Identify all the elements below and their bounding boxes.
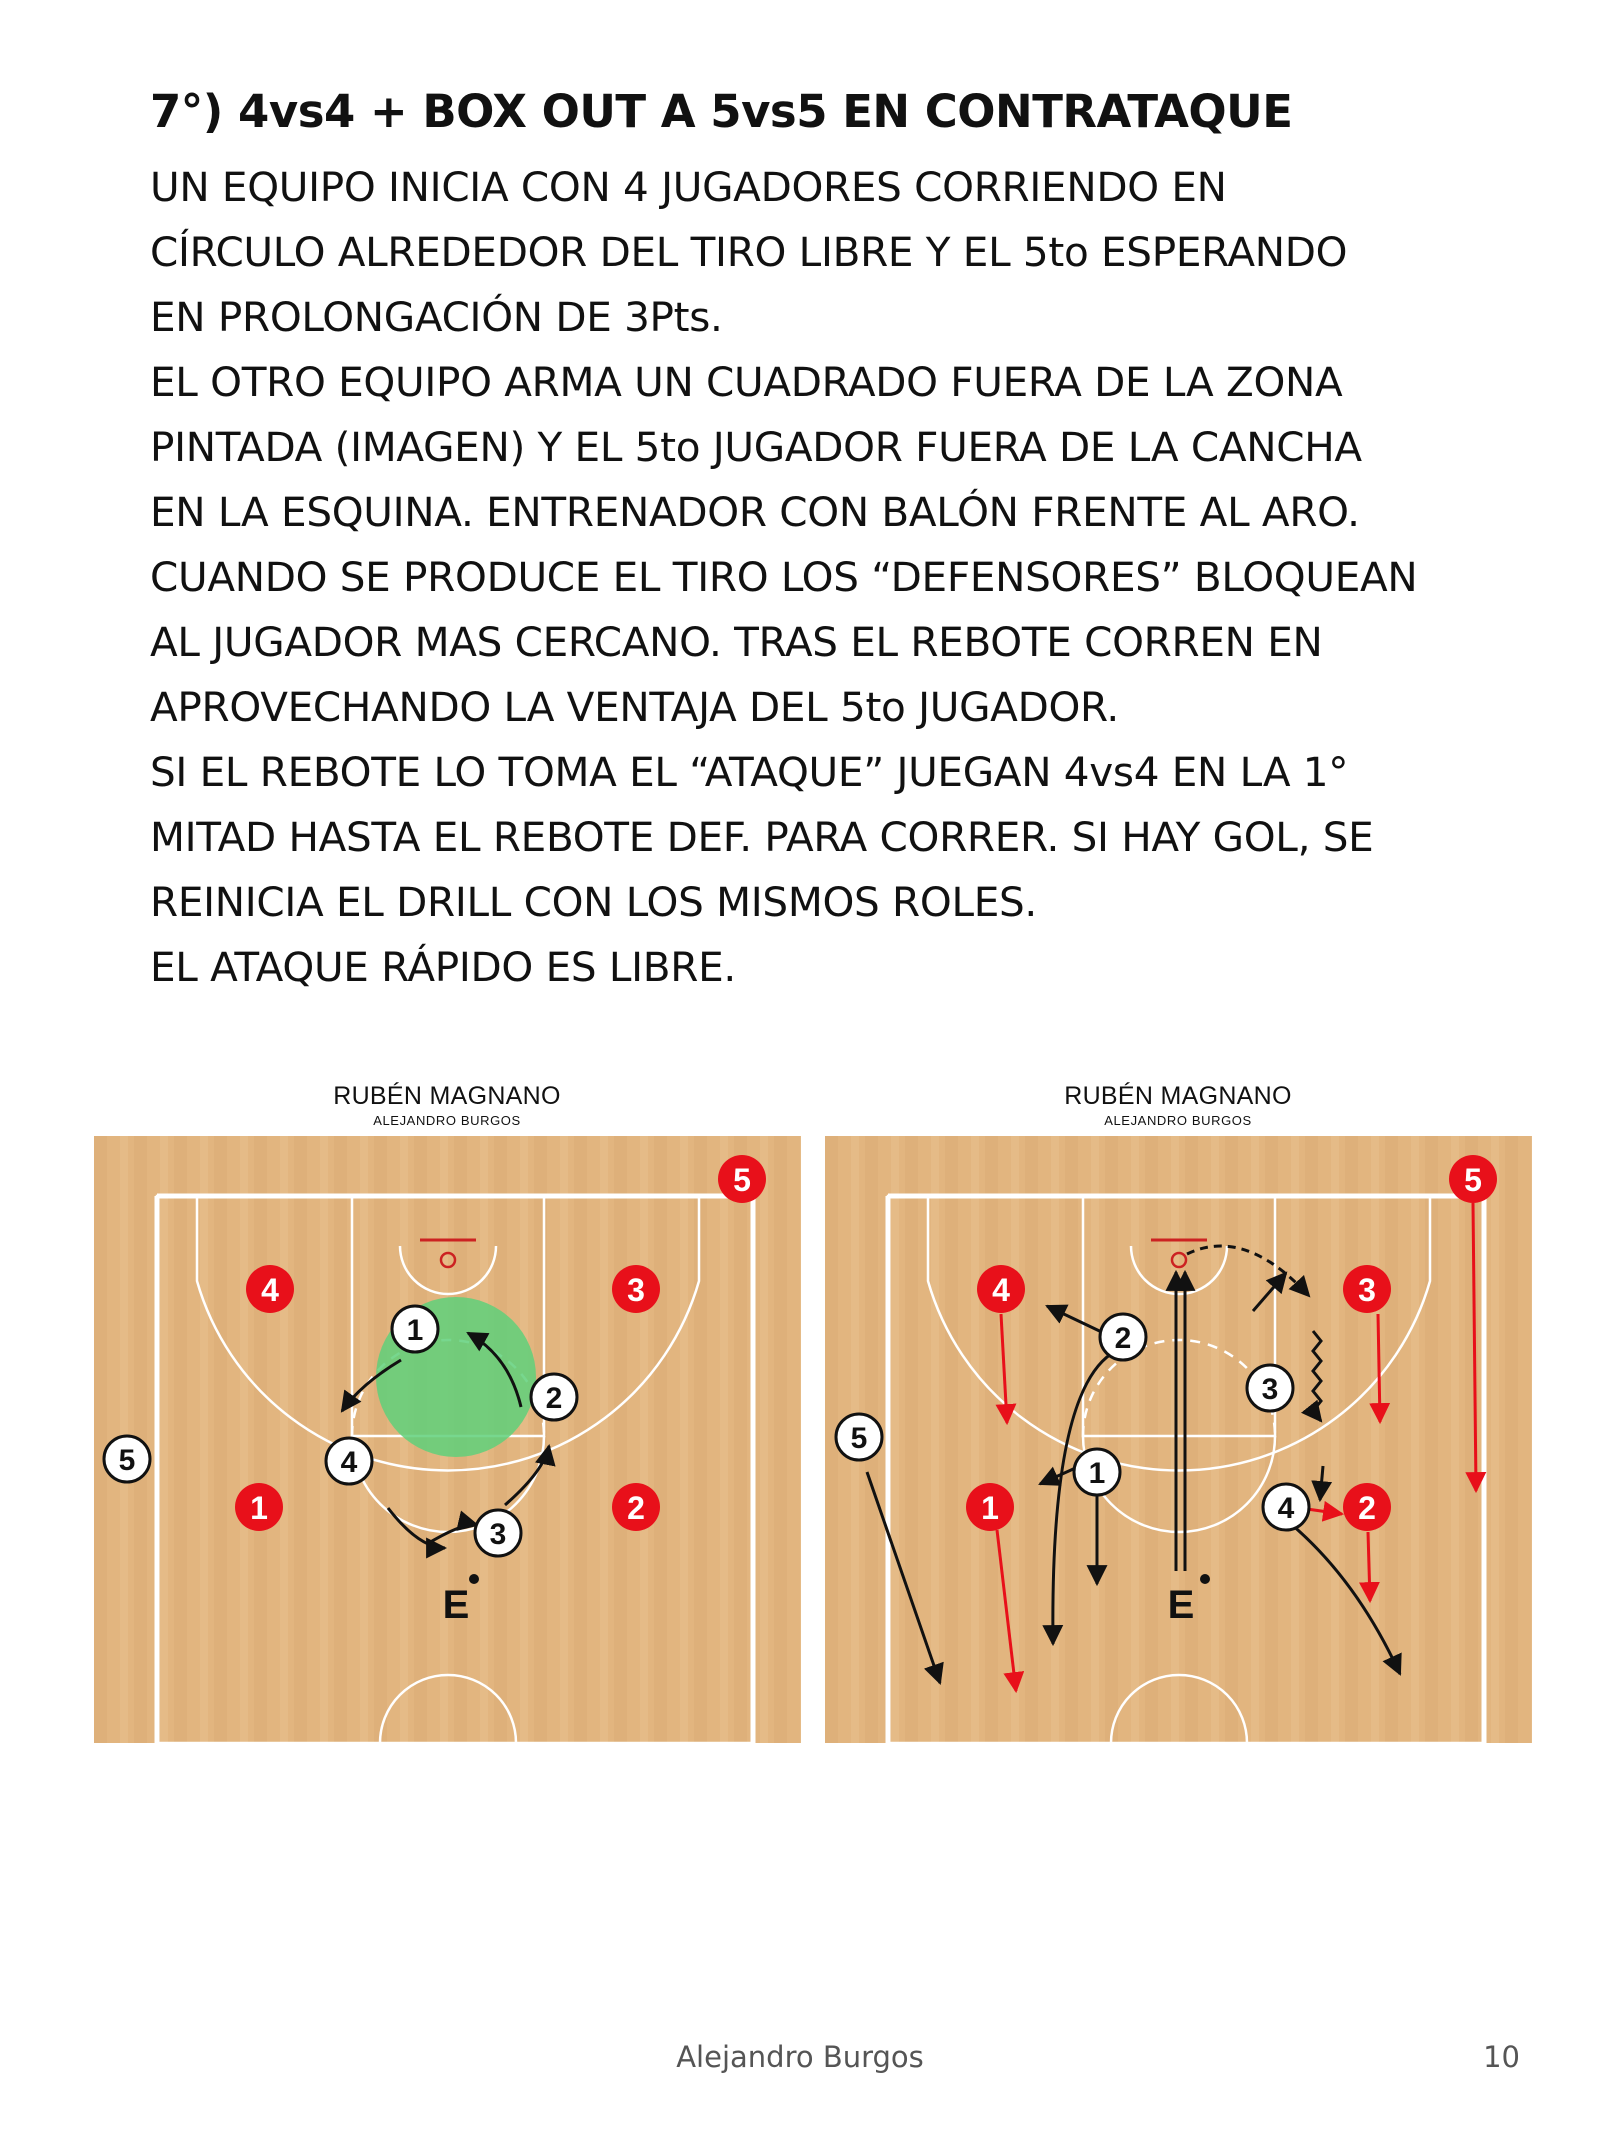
red-player	[1343, 1265, 1391, 1313]
coach-name: RUBÉN MAGNANO	[1064, 1082, 1292, 1110]
white-player	[475, 1510, 521, 1556]
description-line: EL ATAQUE RÁPIDO ES LIBRE.	[150, 943, 736, 991]
white-player	[1074, 1449, 1120, 1495]
assistant-name: ALEJANDRO BURGOS	[1104, 1113, 1252, 1128]
red-player	[977, 1265, 1025, 1313]
red-player	[1343, 1483, 1391, 1531]
drill-description	[150, 155, 1570, 1000]
white-player-number: 5	[118, 1444, 136, 1477]
red-player-number: 5	[733, 1162, 751, 1198]
red-player-number: 3	[627, 1272, 645, 1308]
court-floor	[825, 1136, 1532, 1743]
description-line: REINICIA EL DRILL CON LOS MISMOS ROLES.	[150, 878, 1037, 926]
white-player-number: 3	[489, 1518, 507, 1551]
coach-name: RUBÉN MAGNANO	[333, 1082, 561, 1110]
white-player	[326, 1438, 372, 1484]
red-player-number: 2	[1358, 1490, 1376, 1526]
description-line: EL OTRO EQUIPO ARMA UN CUADRADO FUERA DE LA ZONA	[150, 358, 1343, 406]
red-player	[966, 1483, 1014, 1531]
white-player	[1247, 1365, 1293, 1411]
white-player-number: 1	[1088, 1457, 1106, 1490]
description-line: APROVECHANDO LA VENTAJA DEL 5to JUGADOR.	[150, 683, 1119, 731]
red-player-number: 1	[981, 1490, 999, 1526]
white-player	[392, 1306, 438, 1352]
page-number: 10	[1483, 2040, 1520, 2074]
white-player-number: 2	[1114, 1322, 1132, 1355]
red-player	[246, 1265, 294, 1313]
coach-letter: E	[442, 1583, 470, 1627]
red-player-number: 4	[992, 1272, 1010, 1308]
white-player-number: 5	[850, 1422, 868, 1455]
white-player	[1263, 1484, 1309, 1530]
red-player	[612, 1265, 660, 1313]
diagram-header-right	[1028, 1082, 1328, 1128]
red-player-number: 3	[1358, 1272, 1376, 1308]
white-player-number: 1	[406, 1314, 424, 1347]
white-player	[104, 1436, 150, 1482]
description-line: EN LA ESQUINA. ENTRENADOR CON BALÓN FRENTE AL ARO.	[150, 488, 1360, 536]
court-diagram-left	[94, 1136, 801, 1743]
white-player-number: 4	[340, 1446, 358, 1479]
description-line: AL JUGADOR MAS CERCANO. TRAS EL REBOTE CORREN EN	[150, 618, 1323, 666]
red-player	[612, 1483, 660, 1531]
description-line: CÍRCULO ALREDEDOR DEL TIRO LIBRE Y EL 5to ESPERANDO	[150, 228, 1348, 276]
red-player-number: 4	[261, 1272, 279, 1308]
red-player-number: 1	[250, 1490, 268, 1526]
red-movement-arrow	[1368, 1532, 1370, 1601]
red-player	[1449, 1155, 1497, 1203]
red-player-number: 5	[1464, 1162, 1482, 1198]
ball-dot	[469, 1574, 479, 1584]
description-line: MITAD HASTA EL REBOTE DEF. PARA CORRER. SI HAY GOL, SE	[150, 813, 1374, 861]
red-player-number: 2	[627, 1490, 645, 1526]
page-title: 7°) 4vs4 + BOX OUT A 5vs5 EN CONTRATAQUE	[150, 85, 1293, 138]
white-player-number: 2	[545, 1382, 563, 1415]
red-player	[718, 1155, 766, 1203]
white-player-number: 4	[1277, 1492, 1295, 1525]
court-diagram-right	[825, 1136, 1532, 1743]
red-player	[235, 1483, 283, 1531]
description-line: PINTADA (IMAGEN) Y EL 5to JUGADOR FUERA DE LA CANCHA	[150, 423, 1362, 471]
assistant-name: ALEJANDRO BURGOS	[373, 1113, 521, 1128]
footer-author: Alejandro Burgos	[676, 2040, 924, 2074]
description-line: CUANDO SE PRODUCE EL TIRO LOS “DEFENSORES” BLOQUEAN	[150, 553, 1418, 601]
white-player	[1100, 1314, 1146, 1360]
white-player	[836, 1414, 882, 1460]
white-player	[531, 1374, 577, 1420]
description-line: EN PROLONGACIÓN DE 3Pts.	[150, 293, 723, 341]
diagram-header-left	[297, 1082, 597, 1128]
ball-dot	[1200, 1574, 1210, 1584]
description-line: UN EQUIPO INICIA CON 4 JUGADORES CORRIENDO EN	[150, 163, 1227, 211]
description-line: SI EL REBOTE LO TOMA EL “ATAQUE” JUEGAN 4vs4 EN LA 1°	[150, 748, 1349, 796]
coach-letter: E	[1167, 1583, 1195, 1627]
red-movement-arrow	[1378, 1314, 1380, 1422]
white-player-number: 3	[1261, 1373, 1279, 1406]
